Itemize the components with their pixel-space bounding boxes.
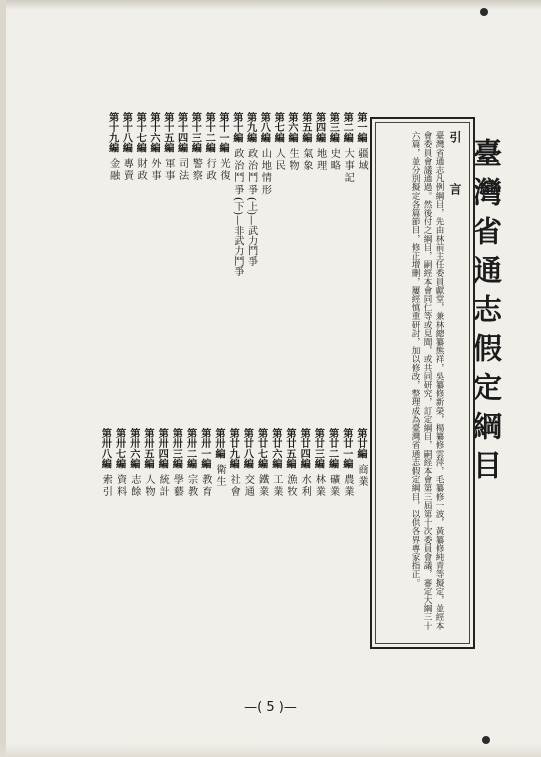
section-title: 教育 (199, 468, 211, 499)
section-entry (213, 428, 225, 488)
section-subtitle: (下)—非武力鬥爭 (231, 196, 243, 276)
section-entry (185, 428, 197, 498)
section-number: 第卅一編 (198, 428, 211, 469)
section-number: 第十五編 (161, 112, 174, 153)
section-entry (256, 428, 268, 498)
section-entry (355, 112, 367, 172)
section-number: 第卅六編 (127, 428, 140, 469)
section-entry (176, 112, 188, 182)
section-number: 第卅五編 (142, 428, 154, 469)
section-title: 人物 (143, 468, 154, 499)
section-title: 警察 (190, 152, 202, 183)
section-entry (227, 428, 239, 498)
section-title: 宗教 (185, 468, 197, 499)
section-entry (241, 428, 253, 498)
section-number: 第廿三編 (312, 428, 325, 469)
section-entry (245, 112, 257, 266)
section-number: 第三編 (327, 112, 340, 143)
section-entry (327, 112, 339, 172)
section-title: 鐵業 (256, 468, 268, 499)
section-entry (341, 428, 353, 498)
section-entry (314, 112, 326, 172)
section-title: 資料 (114, 468, 126, 499)
intro-box (370, 117, 475, 649)
section-number: 第卅四編 (156, 428, 169, 469)
section-number: 第十二編 (203, 112, 216, 153)
section-title: 交通 (242, 468, 254, 499)
section-number: 第十六編 (148, 112, 160, 153)
section-number: 第十七編 (134, 112, 147, 153)
section-title: 索引 (100, 468, 112, 499)
intro-body: 臺灣省通志凡例綱目，先由林前主任委員獻堂，兼林總纂熊祥，吳纂修新榮，楊纂修雲萍，毛纂修一波，黃纂修純青等擬定，並經本會委員會議通過。然後付之綱目，嗣經本會同仁等或見聞，或共同研究，訂定綱目，嗣經本會第三屆第十次委員會議，審定大綱三十六篇，並分別擬定各篇節目，修正增刪，屢經慎重研討，加以修改，整理成為臺灣省通志假定綱目，以供各界專家指正。 (410, 131, 444, 630)
section-entry (355, 428, 367, 488)
section-title: 史略 (328, 142, 340, 173)
section-title: 氣象 (300, 142, 312, 173)
section-title: 行政 (204, 152, 216, 183)
section-entry (270, 428, 282, 498)
section-number: 第卅八編 (99, 428, 112, 469)
section-entry (217, 112, 229, 182)
section-entry (231, 112, 243, 276)
section-title: 外事 (149, 152, 160, 183)
section-number: 第九編 (244, 112, 257, 143)
section-entry (162, 112, 174, 182)
section-entry (189, 112, 201, 182)
section-title: 衛生 (214, 458, 225, 489)
section-number: 第十編 (230, 112, 243, 143)
section-title: 金融 (107, 152, 119, 183)
section-title: 社會 (228, 468, 240, 499)
section-number: 第一編 (355, 112, 367, 143)
section-entry (134, 112, 146, 182)
section-title: 志餘 (128, 468, 140, 499)
section-title: 水利 (299, 468, 311, 499)
section-number: 第二編 (341, 112, 354, 143)
scan-edge-bottom (0, 743, 541, 757)
section-number: 第廿一編 (340, 428, 353, 469)
section-entry (156, 428, 168, 498)
intro-heading: 引 言 (448, 131, 462, 214)
binding-hole-top (480, 8, 488, 16)
section-entry (298, 428, 310, 498)
section-title: 政治鬥爭 (245, 142, 257, 197)
section-number: 第卅七編 (113, 428, 126, 469)
scan-edge-left (0, 0, 6, 757)
section-number: 第十四編 (175, 112, 188, 153)
section-entry (258, 112, 270, 197)
section-entry (142, 428, 154, 498)
section-title: 財政 (135, 152, 147, 183)
section-entry (312, 428, 324, 498)
section-entry (128, 428, 140, 498)
section-number: 第廿八編 (241, 428, 254, 469)
section-title: 工業 (270, 468, 282, 499)
section-title: 司法 (176, 152, 188, 183)
section-number: 第四編 (313, 112, 326, 143)
section-title: 人民 (273, 142, 285, 173)
section-entry (199, 428, 211, 498)
section-entry (114, 428, 126, 498)
section-entry (284, 428, 296, 498)
section-entry (272, 112, 284, 172)
page-title: 臺灣省通志假定綱目 (469, 138, 503, 489)
section-title: 林業 (313, 468, 325, 499)
section-title: 商業 (356, 458, 367, 489)
section-entry (341, 112, 353, 184)
scan-edge-top (0, 0, 541, 10)
binding-hole-bottom (482, 736, 490, 744)
section-title: 學藝 (171, 468, 183, 499)
section-entry (300, 112, 312, 172)
section-number: 第廿六編 (269, 428, 282, 469)
section-number: 第廿五編 (284, 428, 296, 469)
section-title: 政治鬥爭 (231, 142, 243, 197)
section-entry (120, 112, 132, 182)
section-title: 山地情形 (259, 142, 271, 197)
section-title: 農業 (341, 468, 353, 499)
section-entry (203, 112, 215, 182)
section-number: 第五編 (299, 112, 312, 143)
section-number: 第卅三編 (170, 428, 183, 469)
section-number: 第八編 (258, 112, 271, 143)
section-entry (107, 112, 119, 182)
section-number: 第廿七編 (255, 428, 268, 469)
section-number: 第六編 (286, 112, 298, 143)
section-number: 第廿四編 (298, 428, 311, 469)
section-title: 專賣 (121, 152, 133, 183)
section-title: 疆域 (356, 142, 367, 173)
section-number: 第七編 (272, 112, 285, 143)
section-title: 漁牧 (285, 468, 296, 499)
section-title: 軍事 (162, 152, 174, 183)
section-title: 礦業 (327, 468, 339, 499)
section-entry (170, 428, 182, 498)
section-number: 第廿編 (355, 428, 367, 459)
section-number: 第十一編 (217, 112, 229, 153)
section-title: 光復 (218, 152, 229, 183)
section-number: 第十三編 (189, 112, 202, 153)
page-number: —( 5 )— (244, 700, 297, 715)
section-title: 地理 (314, 142, 326, 173)
section-title: 統計 (157, 468, 169, 499)
section-number: 第卅二編 (184, 428, 197, 469)
section-number: 第廿九編 (227, 428, 240, 469)
section-number: 第十八編 (120, 112, 133, 153)
section-entry (286, 112, 298, 172)
section-subtitle: (上)—武力鬥爭 (245, 196, 257, 266)
section-number: 第廿二編 (326, 428, 339, 469)
section-entry (327, 428, 339, 498)
section-title: 生物 (287, 142, 298, 173)
section-number: 第十九編 (106, 112, 119, 153)
section-entry (99, 428, 111, 498)
section-entry (148, 112, 160, 182)
section-number: 第卅編 (213, 428, 225, 459)
section-title: 大事記 (342, 142, 354, 185)
